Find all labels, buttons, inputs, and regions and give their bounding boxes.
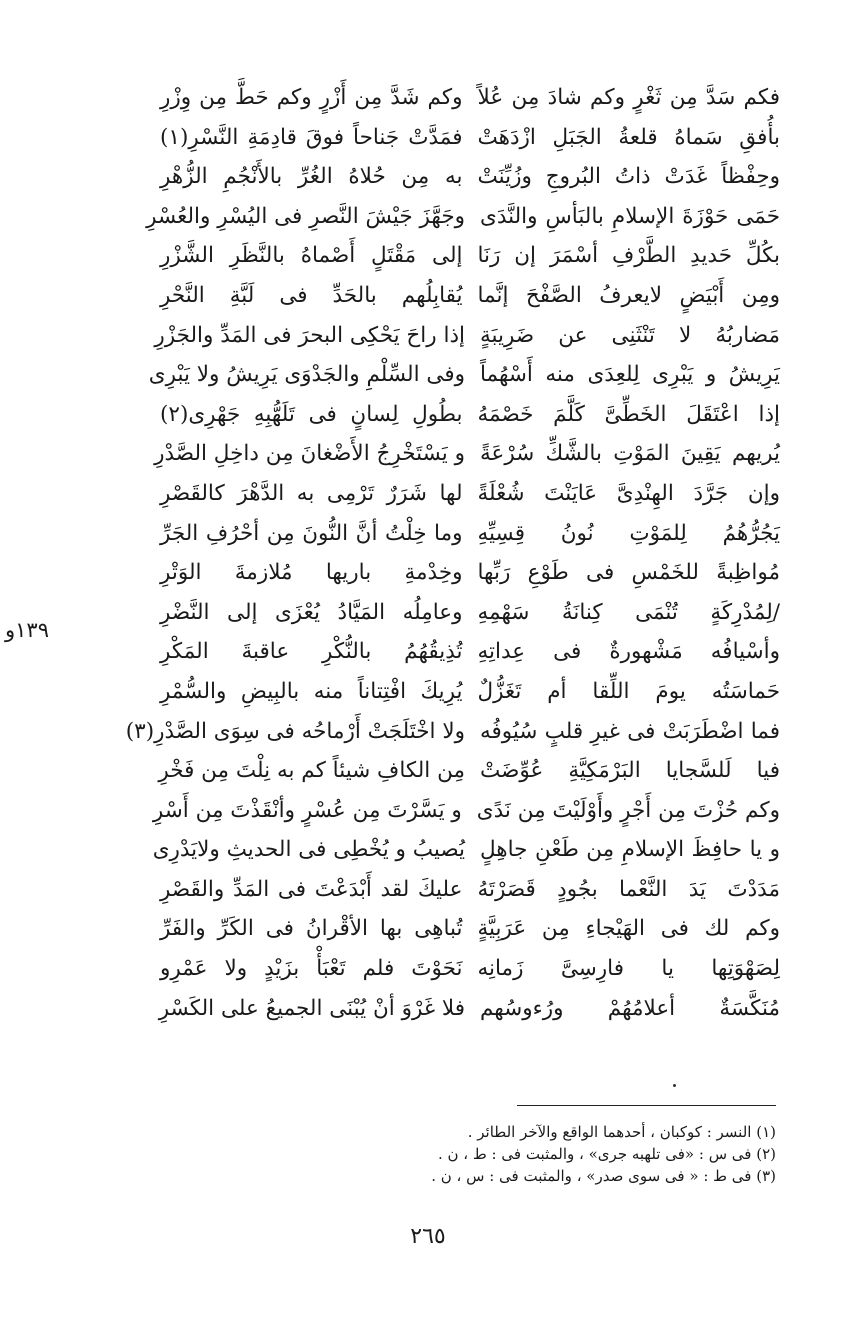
verse-line bbox=[160, 118, 780, 158]
hemistich-second: بطُولِ لِسانٍ فى تَلَهُّبِهِ جَهْرِى(٢) bbox=[160, 401, 463, 427]
verse-line bbox=[160, 989, 780, 1029]
hemistich-second: وكم شَدَّ مِن أَزْرٍ وكم حَطَّ مِن وِزْرِ bbox=[160, 85, 463, 110]
hemistich-first: يَجُرُّهُمُ لِلمَوْتِ نُونُ قِسِيِّهِ bbox=[477, 520, 780, 546]
verse-line bbox=[160, 949, 780, 989]
hemistich-first: مَدَدْتَ يَدَ النَّعْما بجُودٍ قَصَرْتَهُ bbox=[477, 876, 780, 902]
hemistich-first: و يا حافِظَ الإسلامِ مِن طَعْنِ جاهِلٍ bbox=[480, 837, 780, 863]
hemistich-first: يُريهم يَقِينَ المَوْتِ بالشَّكِّ سُرْعَةً bbox=[480, 441, 780, 467]
poem-body bbox=[125, 78, 780, 1038]
hemistich-second: وفى السِّلْمِ والجَدْوَى يَرِيشُ ولا يَبْرِى bbox=[148, 362, 465, 388]
hemistich-first: ومِن أَبْيَضٍ لايعرفُ الصَّفْحَ إنَّما bbox=[477, 282, 780, 308]
hemistich-first: وإن جَرَّدَ الهِنْدِىَّ عَايَنْتَ شُعْلَةً bbox=[477, 480, 780, 506]
verse-line bbox=[154, 434, 780, 474]
verse-line bbox=[160, 78, 780, 118]
hemistich-first: لِصَهْوَتِها يا فارِسِىَّ زَمانِه bbox=[477, 956, 780, 982]
hemistich-first: مُواظِبةً للخَمْسِ فى طَوْعِ رَبِّها bbox=[477, 560, 780, 586]
footnotes bbox=[380, 1121, 776, 1187]
hemistich-first: مُنَكَّسَةٌ أعلامُهُمْ ورُءوسُهم bbox=[480, 995, 780, 1021]
verse-line bbox=[154, 316, 780, 356]
verse-line bbox=[152, 791, 780, 831]
verse-line bbox=[160, 157, 780, 197]
footnote-2: (٢) فى س : «فى تلهبه جرى» ، والمثبت فى : ط ، ن . bbox=[437, 1145, 776, 1163]
hemistich-first: يَرِيشُ و يَبْرِى لِلعِدَى منه أَسْهُماً bbox=[480, 362, 780, 388]
hemistich-second: لها شَرَرٌ تَرْمِى به الدَّهْرَ كالقَصْرِ bbox=[160, 480, 463, 506]
ornament-dot bbox=[673, 1084, 676, 1087]
hemistich-second: وما خِلْتُ أنَّ النُّونَ مِن أحْرُفِ الجَرِّ bbox=[160, 520, 463, 546]
hemistich-second: مِن الكافِ شيئاً كم به نِلْتَ مِن فَخْرِ bbox=[158, 758, 465, 784]
verse-line bbox=[152, 830, 780, 870]
folio-marker: ١٣٩و bbox=[5, 618, 49, 642]
hemistich-second: إذا راحَ يَحْكِى البحرَ فى المَدِّ والجَزْرِ bbox=[154, 322, 465, 348]
hemistich-first: بأُفقِ سَماهُ قلعةُ الجَبَلِ ازْدَهَتْ bbox=[477, 124, 780, 150]
verse-line bbox=[160, 236, 780, 276]
verse-line bbox=[160, 751, 780, 791]
footnote-separator bbox=[517, 1105, 776, 1106]
hemistich-first: بكُلِّ حَديدِ الطَّرْفِ أسْمَرَ إن رَنَا bbox=[477, 243, 780, 269]
hemistich-first: فما اضْطَرَبَتْ فى غيرِ قلبٍ سُيُوفُه bbox=[480, 718, 780, 744]
hemistich-second: يُقابِلُهم بالحَدِّ فى لَبَّةِ النَّحْرِ bbox=[160, 282, 463, 308]
hemistich-first: وكم حُزْتَ مِن أَجْرٍ وأَوْلَيْتَ مِن نَدًى bbox=[476, 797, 780, 823]
verse-line bbox=[160, 632, 780, 672]
hemistich-first: وأسْيافُه مَشْهورةٌ فى عِداتِهِ bbox=[477, 639, 780, 665]
verse-line bbox=[160, 474, 780, 514]
verse-line bbox=[125, 712, 780, 752]
hemistich-second: و يَسَّرْتَ مِن عُسْرٍ وأنْقَذْتَ مِن أَسْرِ bbox=[152, 797, 462, 823]
hemistich-second: و يَسْتَخْرِجُ الأَضْغانَ مِن داخِلِ الصَّدْرِ bbox=[154, 441, 465, 467]
hemistich-second: وخِدْمةِ باريها مُلازمةَ الوَتْرِ bbox=[160, 560, 463, 586]
hemistich-second: يُرِيكَ افْتِتاناً منه بالبِيضِ والسُّمْرِ bbox=[160, 678, 463, 704]
hemistich-first: حَمَى حَوْزَةَ الإسلامِ بالبَأسِ والنَّدَى bbox=[480, 203, 780, 229]
hemistich-second: ولا اخْتَلَجَتْ أَرْماحُه فى سِوَى الصَّدْرِ(٣) bbox=[125, 718, 465, 744]
hemistich-second: عليكَ لقد أَبْدَعْتَ فى المَدِّ والقَصْرِ bbox=[160, 876, 463, 902]
footnote-1: (١) النسر : كوكبان ، أحدهما الواقع والآخر الطائر . bbox=[467, 1123, 776, 1141]
verse-line bbox=[160, 593, 780, 633]
hemistich-second: به مِن حُلاهُ الغُرِّ بالأَنْجُمِ الزُّهْرِ bbox=[160, 164, 463, 190]
hemistich-second: وعامِلُه المَيَّادُ يُعْزَى إلى النَّضْرِ bbox=[160, 599, 463, 625]
verse-line bbox=[160, 276, 780, 316]
hemistich-first: إذا اعْتَقَلَ الخَطِّىَّ كَلَّمَ خَصْمَهُ bbox=[477, 401, 780, 427]
hemistich-first: مَضاربُهُ لا تَنْثَنِى عن ضَرِيبَةٍ bbox=[480, 322, 780, 348]
hemistich-first: حَماسَتُه يومَ اللِّقا أم تَغَزُّلٌ bbox=[477, 678, 780, 704]
hemistich-second: فلا غَرْوَ أنْ يُبْنَى الجميعُ على الكَسْرِ bbox=[158, 995, 465, 1021]
hemistich-first: فكم سَدَّ مِن ثَغْرٍ وكم شادَ مِن عُلاً bbox=[477, 85, 780, 110]
verse-line bbox=[160, 870, 780, 910]
page-number: ٢٦٥ bbox=[410, 1224, 446, 1249]
hemistich-second: تُذِيقُهُمُ بالنُّكْرِ عاقبةَ المَكْرِ bbox=[160, 639, 463, 665]
verse-line bbox=[160, 672, 780, 712]
hemistich-second: وجَهَّزَ جَيْشَ النَّصرِ فى اليُسْرِ والعُسْرِ bbox=[146, 203, 465, 229]
hemistich-second: يُصيبُ و يُخْطِى فى الحديثِ ولايَدْرِى bbox=[152, 837, 465, 863]
verse-line bbox=[160, 395, 780, 435]
verse-line bbox=[160, 514, 780, 554]
verse-line bbox=[148, 355, 780, 395]
hemistich-first: /لِمُدْرِكَةٍ تُنْمَى كِنانَةُ سَهْمِهِ bbox=[477, 599, 780, 625]
footnote-3: (٣) فى ط : « فى سوى صدر» ، والمثبت فى : س ، ن . bbox=[431, 1167, 776, 1185]
verse-line bbox=[146, 197, 780, 237]
hemistich-second: نَحَوْتَ فلم تَعْبَأْ بزَيْدٍ ولا عَمْرِو bbox=[160, 956, 463, 982]
hemistich-second: فمَدَّتْ جَناحاً فوقَ قادِمَةِ النَّسْرِ(١) bbox=[160, 124, 463, 150]
hemistich-first: فيا لَلسَّجايا البَرْمَكِيَّةِ عُوِّضَتْ bbox=[480, 758, 780, 784]
hemistich-second: إلى مَقْتَلٍ أَصْماهُ بالنَّظَرِ الشَّزْرِ bbox=[160, 243, 463, 269]
verse-line bbox=[160, 553, 780, 593]
hemistich-second: تُباهِى بها الأقْرانُ فى الكَرِّ والفَرِّ bbox=[160, 916, 463, 942]
hemistich-first: وكم لك فى الهَيْجاءِ مِن عَرَبِيَّةٍ bbox=[477, 916, 780, 942]
verse-line bbox=[160, 909, 780, 949]
hemistich-first: وحِفْظاً غَدَتْ ذاتُ البُروجِ وزُيِّنَتْ bbox=[477, 164, 780, 190]
